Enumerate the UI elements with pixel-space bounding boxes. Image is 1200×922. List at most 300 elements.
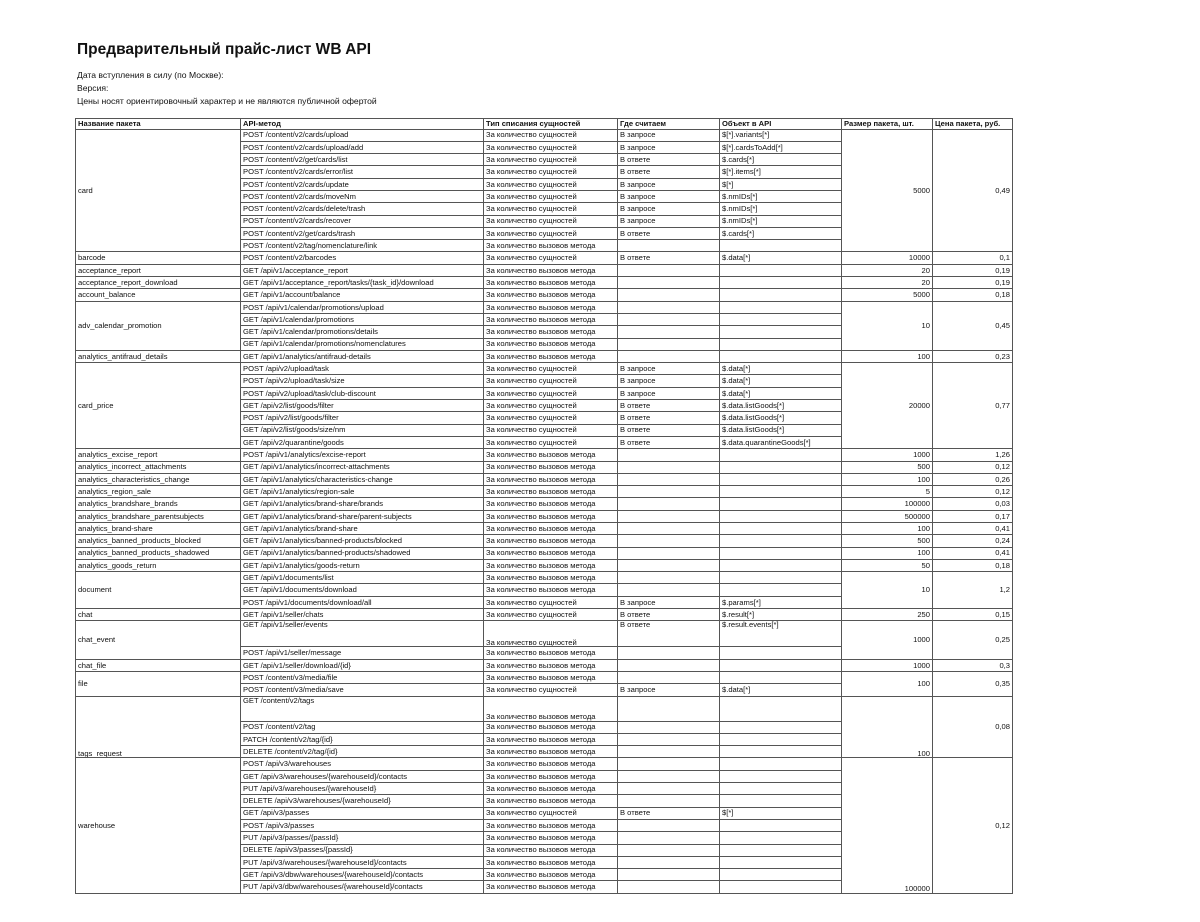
package-size: 20	[842, 277, 933, 289]
package-name: warehouse	[76, 758, 241, 893]
api-method: GET /api/v1/calendar/promotions	[241, 313, 484, 325]
api-method: GET /api/v1/documents/list	[241, 572, 484, 584]
package-price: 0,41	[933, 547, 1013, 559]
api-method: GET /api/v1/acceptance_report/tasks/{task_id}/download	[241, 277, 484, 289]
api-object	[720, 301, 842, 313]
api-object	[720, 733, 842, 745]
package-price: 0,24	[933, 535, 1013, 547]
api-object: $.cards[*]	[720, 227, 842, 239]
where-counted: В запросе	[618, 203, 720, 215]
api-object	[720, 696, 842, 721]
charge-type: За количество сущностей	[484, 596, 618, 608]
api-object: $[*].variants[*]	[720, 129, 842, 141]
where-counted: В запросе	[618, 596, 720, 608]
charge-type: За количество сущностей	[484, 621, 618, 647]
package-size: 100	[842, 671, 933, 696]
charge-type: За количество вызовов метода	[484, 758, 618, 770]
charge-type: За количество вызовов метода	[484, 819, 618, 831]
package-size: 100	[842, 473, 933, 485]
package-price: 0,35	[933, 671, 1013, 696]
api-method: POST /content/v2/tag	[241, 721, 484, 733]
api-method: POST /content/v2/get/cards/list	[241, 154, 484, 166]
charge-type: За количество вызовов метода	[484, 510, 618, 522]
where-counted	[618, 350, 720, 362]
package-price: 0,08	[933, 696, 1013, 758]
package-size: 5	[842, 486, 933, 498]
package-size: 1000	[842, 449, 933, 461]
table-row	[76, 461, 1013, 473]
package-name: barcode	[76, 252, 241, 264]
api-method: POST /content/v2/get/cards/trash	[241, 227, 484, 239]
api-method: GET /api/v3/passes	[241, 807, 484, 819]
api-method: POST /content/v2/cards/upload/add	[241, 141, 484, 153]
charge-type: За количество сущностей	[484, 215, 618, 227]
api-object: $.data[*]	[720, 684, 842, 696]
api-method: GET /api/v1/seller/chats	[241, 609, 484, 621]
api-object	[720, 721, 842, 733]
api-object: $.params[*]	[720, 596, 842, 608]
package-price: 0,12	[933, 486, 1013, 498]
table-row	[76, 350, 1013, 362]
where-counted: В запросе	[618, 190, 720, 202]
charge-type: За количество вызовов метода	[484, 289, 618, 301]
package-price: 0,18	[933, 559, 1013, 571]
api-method: POST /content/v2/cards/error/list	[241, 166, 484, 178]
table-row	[76, 547, 1013, 559]
api-object	[720, 758, 842, 770]
api-object	[720, 338, 842, 350]
where-counted	[618, 758, 720, 770]
where-counted	[618, 535, 720, 547]
api-method: POST /api/v3/passes	[241, 819, 484, 831]
api-method: GET /api/v3/warehouses/{warehouseId}/contacts	[241, 770, 484, 782]
table-row	[76, 264, 1013, 276]
package-size: 20	[842, 264, 933, 276]
table-body	[76, 129, 1013, 893]
api-object: $.data[*]	[720, 252, 842, 264]
api-object	[720, 240, 842, 252]
where-counted	[618, 856, 720, 868]
where-counted: В ответе	[618, 252, 720, 264]
where-counted: В ответе	[618, 400, 720, 412]
package-size: 100	[842, 523, 933, 535]
api-method: GET /api/v1/calendar/promotions/details	[241, 326, 484, 338]
api-object	[720, 819, 842, 831]
package-price: 0,19	[933, 264, 1013, 276]
api-object	[720, 498, 842, 510]
package-price: 0,26	[933, 473, 1013, 485]
api-object	[720, 313, 842, 325]
package-size: 100	[842, 696, 933, 758]
api-object	[720, 461, 842, 473]
package-price: 0,12	[933, 461, 1013, 473]
header-package-size: Размер пакета, шт.	[842, 119, 933, 130]
api-method: GET /api/v3/dbw/warehouses/{warehouseId}/contacts	[241, 869, 484, 881]
table-row	[76, 671, 1013, 683]
charge-type: За количество вызовов метода	[484, 783, 618, 795]
where-counted	[618, 449, 720, 461]
disclaimer-note: Цены носят ориентировочный характер и не являются публичной офертой	[77, 96, 377, 106]
package-price: 0,25	[933, 621, 1013, 659]
charge-type: За количество вызовов метода	[484, 535, 618, 547]
package-name: analytics_brandshare_parentsubjects	[76, 510, 241, 522]
api-method: PUT /api/v3/warehouses/{warehouseId}	[241, 783, 484, 795]
where-counted	[618, 733, 720, 745]
where-counted: В запросе	[618, 363, 720, 375]
api-object	[720, 881, 842, 893]
where-counted	[618, 240, 720, 252]
price-table	[75, 118, 1013, 894]
api-object: $.nmIDs[*]	[720, 203, 842, 215]
where-counted: В запросе	[618, 387, 720, 399]
where-counted: В ответе	[618, 436, 720, 448]
api-method: GET /api/v2/list/goods/filter	[241, 400, 484, 412]
charge-type: За количество сущностей	[484, 400, 618, 412]
charge-type: За количество вызовов метода	[484, 547, 618, 559]
where-counted	[618, 844, 720, 856]
package-name: card	[76, 129, 241, 252]
charge-type: За количество сущностей	[484, 190, 618, 202]
charge-type: За количество сущностей	[484, 609, 618, 621]
package-name: adv_calendar_promotion	[76, 301, 241, 350]
api-object	[720, 547, 842, 559]
where-counted: В ответе	[618, 424, 720, 436]
charge-type: За количество вызовов метода	[484, 473, 618, 485]
where-counted: В ответе	[618, 154, 720, 166]
charge-type: За количество вызовов метода	[484, 869, 618, 881]
table-row	[76, 572, 1013, 584]
api-object	[720, 746, 842, 758]
where-counted	[618, 326, 720, 338]
api-object	[720, 449, 842, 461]
api-object: $[*]	[720, 178, 842, 190]
where-counted	[618, 461, 720, 473]
package-size: 10000	[842, 252, 933, 264]
charge-type: За количество вызовов метода	[484, 313, 618, 325]
charge-type: За количество сущностей	[484, 363, 618, 375]
where-counted	[618, 473, 720, 485]
package-name: analytics_characteristics_change	[76, 473, 241, 485]
api-method: POST /api/v2/list/goods/filter	[241, 412, 484, 424]
api-object: $[*].items[*]	[720, 166, 842, 178]
where-counted	[618, 510, 720, 522]
charge-type: За количество вызовов метода	[484, 301, 618, 313]
package-price: 0,45	[933, 301, 1013, 350]
where-counted: В ответе	[618, 227, 720, 239]
charge-type: За количество вызовов метода	[484, 326, 618, 338]
api-object	[720, 584, 842, 596]
api-object	[720, 647, 842, 659]
package-size: 500	[842, 535, 933, 547]
where-counted	[618, 498, 720, 510]
package-size: 20000	[842, 363, 933, 449]
api-object	[720, 869, 842, 881]
charge-type: За количество сущностей	[484, 436, 618, 448]
package-name: file	[76, 671, 241, 696]
where-counted	[618, 696, 720, 721]
api-object	[720, 572, 842, 584]
api-method: GET /api/v1/documents/download	[241, 584, 484, 596]
table-row	[76, 659, 1013, 671]
api-object: $.data[*]	[720, 375, 842, 387]
table-row	[76, 473, 1013, 485]
api-method: GET /api/v1/seller/download/{id}	[241, 659, 484, 671]
package-name: card_price	[76, 363, 241, 449]
package-size: 100	[842, 350, 933, 362]
api-object: $.data.quarantineGoods[*]	[720, 436, 842, 448]
where-counted: В запросе	[618, 178, 720, 190]
api-object	[720, 770, 842, 782]
api-object	[720, 535, 842, 547]
api-object	[720, 486, 842, 498]
charge-type: За количество вызовов метода	[484, 449, 618, 461]
api-method: POST /api/v2/upload/task/size	[241, 375, 484, 387]
api-method: GET /content/v2/tags	[241, 696, 484, 721]
api-object: $.nmIDs[*]	[720, 215, 842, 227]
api-method: POST /content/v2/barcodes	[241, 252, 484, 264]
api-object: $.result[*]	[720, 609, 842, 621]
header-package-name: Название пакета	[76, 119, 241, 130]
package-size: 500000	[842, 510, 933, 522]
charge-type: За количество вызовов метода	[484, 671, 618, 683]
api-method: GET /api/v1/analytics/brand-share/parent-subjects	[241, 510, 484, 522]
table-row	[76, 498, 1013, 510]
api-method: POST /content/v2/tag/nomenclature/link	[241, 240, 484, 252]
charge-type: За количество сущностей	[484, 203, 618, 215]
api-object: $.cards[*]	[720, 154, 842, 166]
charge-type: За количество вызовов метода	[484, 461, 618, 473]
charge-type: За количество сущностей	[484, 178, 618, 190]
charge-type: За количество сущностей	[484, 412, 618, 424]
where-counted: В запросе	[618, 375, 720, 387]
package-price: 0,12	[933, 758, 1013, 893]
version-label: Версия:	[77, 83, 109, 93]
api-method: POST /content/v3/media/save	[241, 684, 484, 696]
where-counted: В ответе	[618, 166, 720, 178]
charge-type: За количество сущностей	[484, 684, 618, 696]
where-counted	[618, 746, 720, 758]
package-name: chat	[76, 609, 241, 621]
package-name: analytics_brand-share	[76, 523, 241, 535]
charge-type: За количество вызовов метода	[484, 721, 618, 733]
package-size: 10	[842, 572, 933, 609]
where-counted	[618, 584, 720, 596]
charge-type: За количество сущностей	[484, 227, 618, 239]
package-size: 100	[842, 547, 933, 559]
where-counted	[618, 313, 720, 325]
charge-type: За количество вызовов метода	[484, 746, 618, 758]
where-counted: В запросе	[618, 215, 720, 227]
charge-type: За количество вызовов метода	[484, 572, 618, 584]
api-method: POST /api/v2/upload/task/club-discount	[241, 387, 484, 399]
charge-type: За количество вызовов метода	[484, 338, 618, 350]
charge-type: За количество вызовов метода	[484, 881, 618, 893]
where-counted	[618, 277, 720, 289]
package-size: 50	[842, 559, 933, 571]
api-method: GET /api/v1/analytics/banned-products/blocked	[241, 535, 484, 547]
api-object	[720, 473, 842, 485]
api-method: PATCH /content/v2/tag/{id}	[241, 733, 484, 745]
package-name: analytics_goods_return	[76, 559, 241, 571]
charge-type: За количество сущностей	[484, 252, 618, 264]
api-method: POST /api/v2/upload/task	[241, 363, 484, 375]
charge-type: За количество вызовов метода	[484, 350, 618, 362]
where-counted: В запросе	[618, 129, 720, 141]
where-counted	[618, 671, 720, 683]
charge-type: За количество сущностей	[484, 154, 618, 166]
table-header-row	[76, 119, 1013, 130]
charge-type: За количество вызовов метода	[484, 832, 618, 844]
package-name: analytics_brandshare_brands	[76, 498, 241, 510]
api-method: GET /api/v1/calendar/promotions/nomenclatures	[241, 338, 484, 350]
package-name: analytics_antifraud_details	[76, 350, 241, 362]
api-method: POST /api/v1/documents/download/all	[241, 596, 484, 608]
charge-type: За количество вызовов метода	[484, 523, 618, 535]
charge-type: За количество вызовов метода	[484, 584, 618, 596]
api-method: POST /api/v1/analytics/excise-report	[241, 449, 484, 461]
package-name: acceptance_report	[76, 264, 241, 276]
table-row	[76, 510, 1013, 522]
table-row	[76, 523, 1013, 535]
api-method: POST /content/v2/cards/moveNm	[241, 190, 484, 202]
where-counted: В запросе	[618, 141, 720, 153]
package-size: 500	[842, 461, 933, 473]
where-counted	[618, 301, 720, 313]
where-counted	[618, 486, 720, 498]
charge-type: За количество сущностей	[484, 141, 618, 153]
charge-type: За количество сущностей	[484, 807, 618, 819]
api-method: GET /api/v1/account/balance	[241, 289, 484, 301]
api-method: GET /api/v1/analytics/characteristics-change	[241, 473, 484, 485]
charge-type: За количество вызовов метода	[484, 856, 618, 868]
api-method: GET /api/v1/seller/events	[241, 621, 484, 647]
table-row	[76, 129, 1013, 141]
api-method: GET /api/v1/analytics/brand-share	[241, 523, 484, 535]
table-row	[76, 289, 1013, 301]
header-charge-type: Тип списания сущностей	[484, 119, 618, 130]
page-title: Предварительный прайс-лист WB API	[77, 41, 372, 58]
package-price: 0,77	[933, 363, 1013, 449]
table-row	[76, 277, 1013, 289]
charge-type: За количество вызовов метода	[484, 844, 618, 856]
api-object	[720, 671, 842, 683]
table-row	[76, 609, 1013, 621]
api-object: $.data[*]	[720, 363, 842, 375]
where-counted	[618, 572, 720, 584]
package-size: 1000	[842, 621, 933, 659]
table-row	[76, 621, 1013, 647]
api-object	[720, 559, 842, 571]
table-row	[76, 301, 1013, 313]
api-object: $.data.listGoods[*]	[720, 424, 842, 436]
charge-type: За количество вызовов метода	[484, 696, 618, 721]
api-object	[720, 844, 842, 856]
package-name: document	[76, 572, 241, 609]
api-object	[720, 659, 842, 671]
package-name: chat_event	[76, 621, 241, 659]
package-name: analytics_incorrect_attachments	[76, 461, 241, 473]
where-counted	[618, 770, 720, 782]
api-method: DELETE /content/v2/tag/{id}	[241, 746, 484, 758]
charge-type: За количество вызовов метода	[484, 647, 618, 659]
api-object	[720, 856, 842, 868]
package-size: 10	[842, 301, 933, 350]
where-counted	[618, 819, 720, 831]
charge-type: За количество сущностей	[484, 129, 618, 141]
table-row	[76, 758, 1013, 770]
package-price: 0,3	[933, 659, 1013, 671]
api-object	[720, 510, 842, 522]
package-price: 1,2	[933, 572, 1013, 609]
where-counted: В ответе	[618, 412, 720, 424]
where-counted: В ответе	[618, 807, 720, 819]
header-api-object: Объект в API	[720, 119, 842, 130]
charge-type: За количество вызовов метода	[484, 264, 618, 276]
api-object	[720, 523, 842, 535]
where-counted	[618, 869, 720, 881]
api-object: $.data[*]	[720, 387, 842, 399]
api-method: POST /api/v1/calendar/promotions/upload	[241, 301, 484, 313]
package-name: analytics_banned_products_shadowed	[76, 547, 241, 559]
where-counted	[618, 547, 720, 559]
package-name: analytics_region_sale	[76, 486, 241, 498]
header-where-counted: Где считаем	[618, 119, 720, 130]
api-method: GET /api/v1/analytics/goods-return	[241, 559, 484, 571]
package-size: 250	[842, 609, 933, 621]
where-counted	[618, 559, 720, 571]
where-counted	[618, 795, 720, 807]
api-method: DELETE /api/v3/passes/{passId}	[241, 844, 484, 856]
api-object: $.result.events[*]	[720, 621, 842, 647]
api-method: GET /api/v1/analytics/incorrect-attachments	[241, 461, 484, 473]
api-object	[720, 264, 842, 276]
api-method: POST /api/v3/warehouses	[241, 758, 484, 770]
table-row	[76, 449, 1013, 461]
table-row	[76, 363, 1013, 375]
api-method: GET /api/v2/list/goods/size/nm	[241, 424, 484, 436]
package-price: 0,15	[933, 609, 1013, 621]
api-object	[720, 350, 842, 362]
api-method: PUT /api/v3/passes/{passId}	[241, 832, 484, 844]
package-price: 0,1	[933, 252, 1013, 264]
table-row	[76, 696, 1013, 721]
api-method: GET /api/v1/analytics/antifraud-details	[241, 350, 484, 362]
api-method: GET /api/v1/analytics/brand-share/brands	[241, 498, 484, 510]
package-size: 1000	[842, 659, 933, 671]
api-object	[720, 289, 842, 301]
charge-type: За количество сущностей	[484, 387, 618, 399]
where-counted	[618, 289, 720, 301]
charge-type: За количество вызовов метода	[484, 795, 618, 807]
package-price: 0,49	[933, 129, 1013, 252]
api-method: PUT /api/v3/warehouses/{warehouseId}/contacts	[241, 856, 484, 868]
api-method: GET /api/v1/analytics/banned-products/shadowed	[241, 547, 484, 559]
charge-type: За количество сущностей	[484, 375, 618, 387]
package-name: analytics_banned_products_blocked	[76, 535, 241, 547]
effective-date-label: Дата вступления в силу (по Москве):	[77, 70, 224, 80]
where-counted: В ответе	[618, 621, 720, 647]
charge-type: За количество вызовов метода	[484, 498, 618, 510]
api-method: DELETE /api/v3/warehouses/{warehouseId}	[241, 795, 484, 807]
package-price: 1,26	[933, 449, 1013, 461]
table-row	[76, 535, 1013, 547]
charge-type: За количество вызовов метода	[484, 733, 618, 745]
where-counted	[618, 264, 720, 276]
charge-type: За количество вызовов метода	[484, 240, 618, 252]
api-object: $.data.listGoods[*]	[720, 412, 842, 424]
package-price: 0,23	[933, 350, 1013, 362]
package-price: 0,03	[933, 498, 1013, 510]
